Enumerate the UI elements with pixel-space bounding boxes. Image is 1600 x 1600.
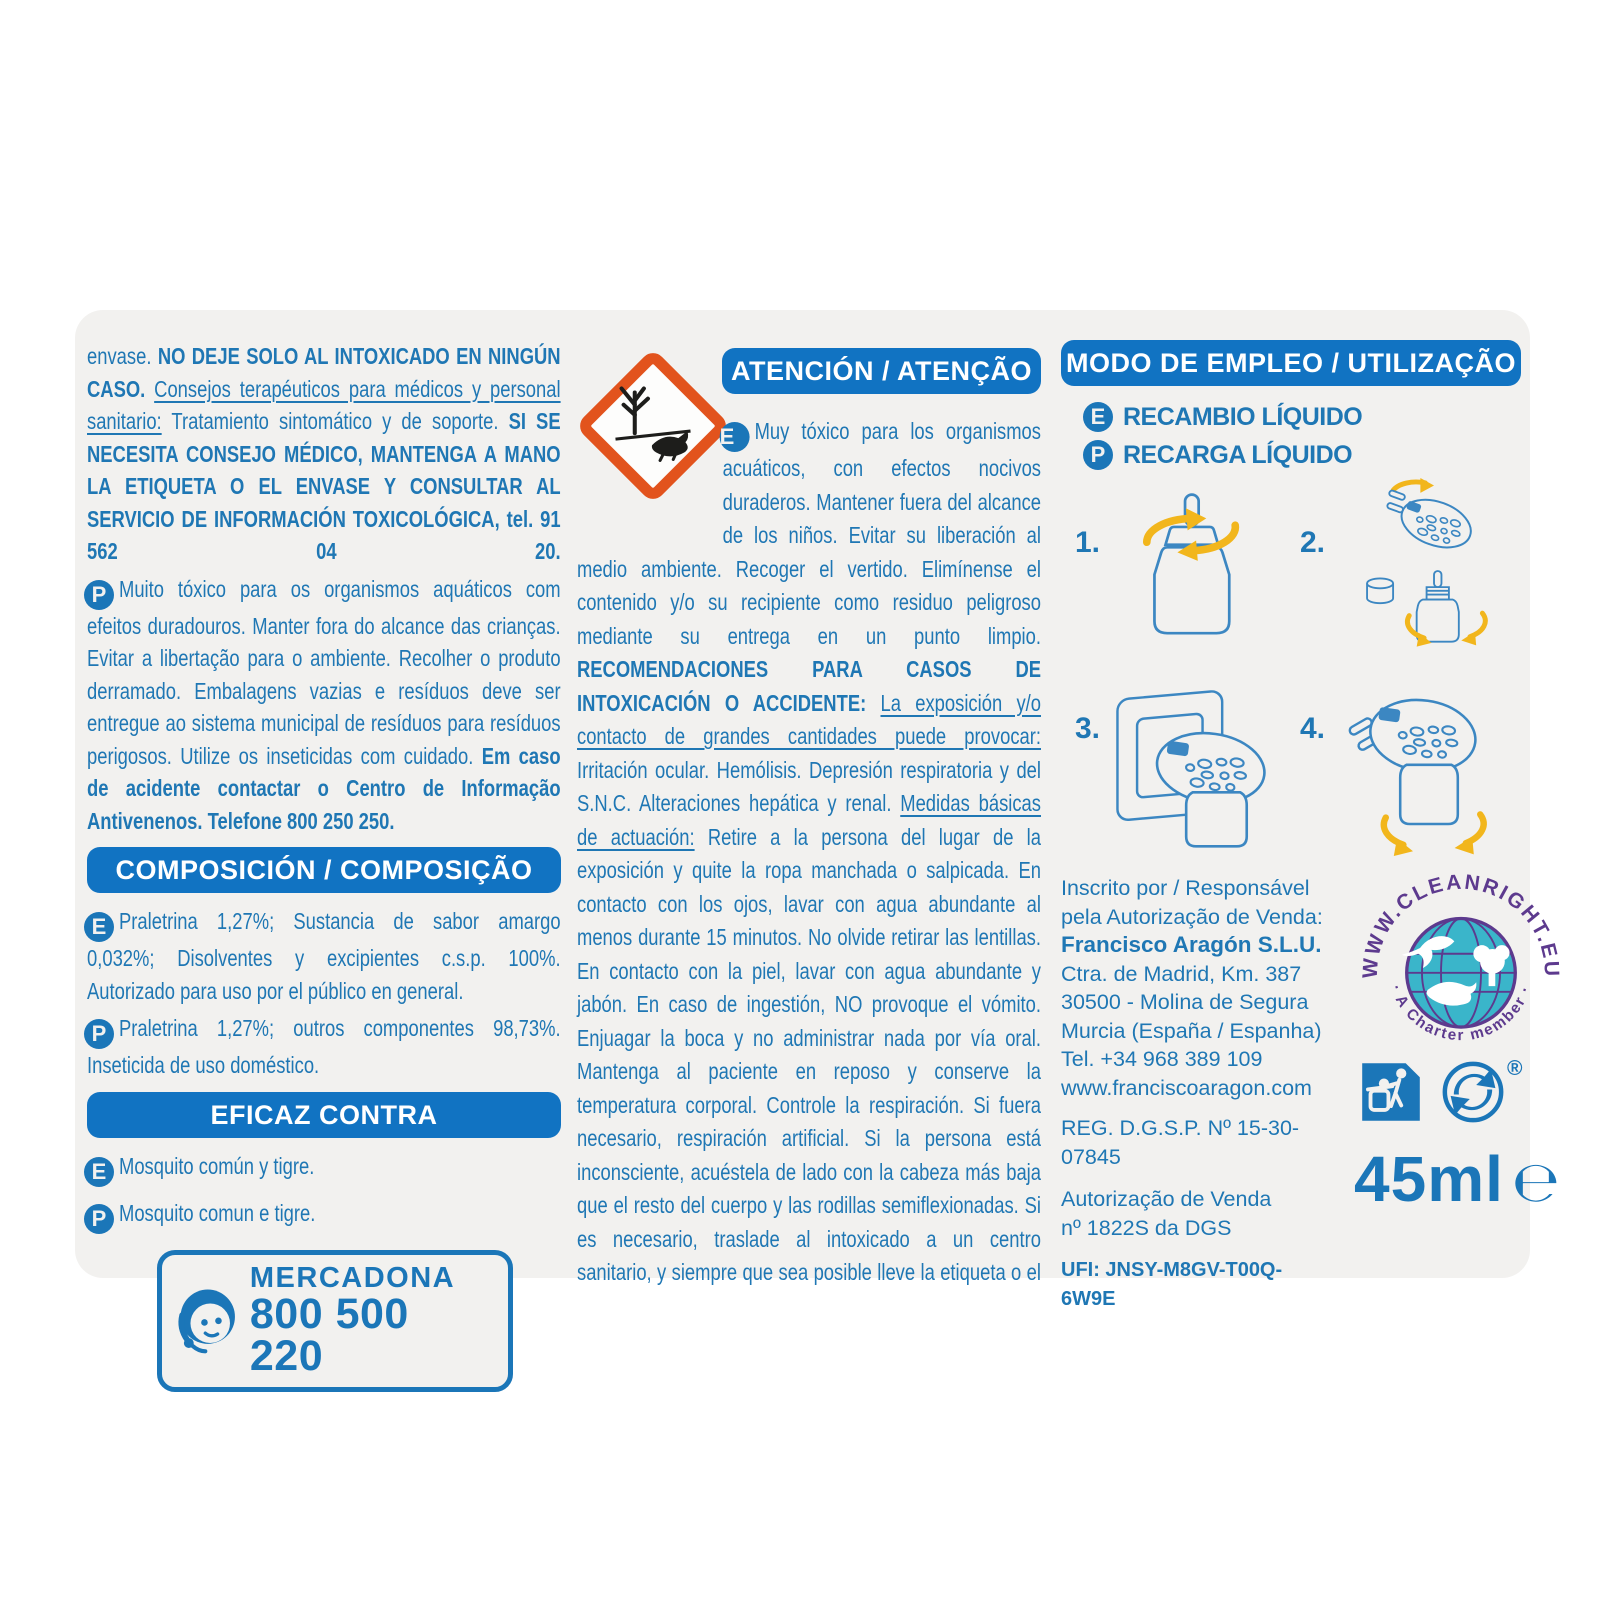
cleanright-member-text: · A Charter member · [1387,982,1535,1045]
mercadona-text [249,1261,494,1380]
ufi-code: UFI: JNSY-M8GV-T00Q-6W9E [1061,1259,1283,1310]
eco-icons [1359,1057,1523,1124]
attention-header: ATENCIÓN / ATENÇÃO [722,348,1041,394]
composition-header: COMPOSICIÓN / COMPOSIÇÃO [87,847,561,893]
distributor-region: Murcia (España / Espanha) [1061,1018,1322,1043]
distributor-street: Ctra. de Madrid, Km. 387 [1061,961,1302,986]
e-badge: E [84,912,114,942]
step-2 [1286,478,1511,664]
registered-trademark-mark: ® [1507,1057,1523,1080]
refill-bottle-open-illustration [1106,478,1276,660]
portuguese-hazard-text: Muito tóxico para os organismos aquáticos com efeitos duradouros. Manter fora do alcance das crianças. Evitar a libertação para o ambiente. Recolher o produto derramado. Embalagens vazias e resíduos deve ser entregue ao sistema municipal de resíduos para resíduos perigosos. Utilize os inseticidas com cuidado. Em caso de acidente contactar o Centro de Informação Antivenenos. Telefone 800 250 250. [87,575,561,834]
step-2-number: 2. [1300,526,1326,559]
diffuser-refill-assembly-illustration [1331,478,1511,664]
usage-steps [1061,478,1521,864]
e-badge: E [720,422,750,452]
step-3 [1061,664,1286,864]
middle-column [577,348,1041,1290]
refill-legend [1083,402,1521,470]
legend-row-es [1083,402,1521,432]
composition-es [87,905,561,1007]
distributor-name: Francisco Aragón S.L.U. [1061,932,1322,957]
distributor-intro-line1: Inscrito por / Responsável [1061,876,1310,900]
e-badge: E [84,1157,114,1187]
step-3-number: 3. [1075,712,1101,745]
mercadona-name: MERCADONA [249,1261,456,1294]
effective-against-pt-text: Mosquito comun e tigre. [119,1199,316,1226]
headset-face-icon [174,1282,240,1358]
distributor-intro-line2: pela Autorização de Venda: [1061,904,1323,929]
effective-against-pt [87,1197,561,1234]
step-1-number: 1. [1075,526,1101,559]
cleanright-logo [1361,866,1561,1071]
p-badge: P [84,1204,114,1234]
legend-row-pt [1083,440,1521,470]
composition-pt-text: Praletrina 1,27%; outros componentes 98,73%. Inseticida de uso doméstico. [87,1015,561,1078]
right-column [1061,340,1561,1310]
mercadona-logo [157,1250,513,1392]
attention-text: Muy tóxico para los organismos acuáticos, con efectos nocivos duraderos. Mantener fuera del alcance de los niños. Evitar su liberación al medio ambiente. Recoger el vertido. Elimínense el contenido y/o su recipiente como residuo peligroso mediante su entrega en un punto limpio. RECOMENDACIONES PARA CASOS DE INTOXICACIÓN O ACCIDENTE: La exposición y/o contacto de grandes cantidades puede provocar: Irritación ocular. Hemólisis. Depresión respiratoria y del S.N.C. Alteraciones hepática y renal. Medidas básicas de actuación: Retire a la persona del lugar de la exposición y quite la ropa manchada o salpicada. En contacto con los ojos, lavar con agua abundante al menos durante 15 minutos. No olvide retirar las lentillas. En contacto con la piel, lavar con agua abundante y jabón. En caso de ingestión, NO provoque el vómito. Enjuagar la boca y no administrar nada por vía oral. Mantenga al paciente en reposo y conserve la temperatura corporal. Controle la respiración. Si fuera necesario, respiración artificial. Si la persona está inconsciente, acuéstela de lado con la cabeza más baja que el resto del cuerpo y las rodillas semiflexionadas. Si es necesario, traslade al intoxicado a un centro sanitario, y siempre que sea posible lleve la etiqueta o el [577,418,1041,1285]
distributor-phone: Tel. +34 968 389 109 [1061,1047,1263,1071]
green-dot-icon [1441,1060,1505,1124]
mercadona-phone: 800 500 220 [249,1289,409,1380]
cleanright-url-text: WWW.CLEANRIGHT.EU [1361,870,1561,979]
step-4-number: 4. [1300,712,1326,745]
step-4 [1286,664,1511,864]
portuguese-hazard-paragraph [87,573,561,838]
distributor-block [1061,874,1329,1313]
composition-pt [87,1012,561,1082]
step-1 [1061,478,1286,664]
sale-authorization-line2: nº 1822S da DGS [1061,1215,1232,1240]
effective-against-header: EFICAZ CONTRA [87,1092,561,1138]
legend-label-pt: RECARGA LÍQUIDO [1123,440,1353,469]
green-dot-wrap [1441,1057,1523,1124]
estimated-sign: ℮ [1511,1150,1560,1215]
registry-number: REG. D.G.S.P. Nº 15-30-07845 [1061,1116,1300,1169]
distributor-website: www.franciscoaragon.com [1061,1075,1312,1100]
p-badge: P [1083,440,1113,470]
net-volume [1354,1142,1560,1216]
attention-body-wrap [577,415,1041,1290]
e-badge: E [1083,402,1113,432]
effective-against-es-text: Mosquito común y tigre. [119,1152,315,1179]
usage-header: MODO DE EMPLEO / UTILIZAÇÃO [1061,340,1521,386]
legend-label-es: RECAMBIO LÍQUIDO [1123,402,1363,431]
first-aid-paragraph: envase. NO DEJE SOLO AL INTOXICADO EN NINGÚN CASO. Consejos terapéuticos para médicos y personal sanitario: Tratamiento sintomático y de soporte. SI SE NECESITA CONSEJO MÉDICO, MANTENGA A MANO LA ETIQUETA O EL ENVASE Y CONSULTAR AL SERVICIO DE INFORMACIÓN TOXICOLÓGICA, tel. 91 562 04 20. [87,343,561,564]
attention-paragraph [577,415,1041,1290]
right-bottom-block [1061,870,1561,1310]
distributor-postcode: 30500 - Molina de Segura [1061,990,1309,1014]
p-badge: P [84,580,114,610]
diffuser-in-wall-socket-illustration [1106,664,1286,860]
label-card [75,310,1561,1380]
p-badge: P [84,1019,114,1049]
sale-authorization-line1: Autorização de Venda [1061,1187,1272,1211]
pictogram-spacer [577,415,723,551]
effective-against-es [87,1150,561,1187]
tidyman-icon [1359,1060,1423,1124]
volume-value: 45ml [1354,1143,1504,1215]
composition-es-text: Praletrina 1,27%; Sustancia de sabor amargo 0,032%; Disolventes y excipientes c.s.p. 100%. Autorizado para uso por el público en general. [87,908,561,1004]
diffuser-with-refill-illustration [1331,664,1511,864]
left-column [87,340,561,1392]
